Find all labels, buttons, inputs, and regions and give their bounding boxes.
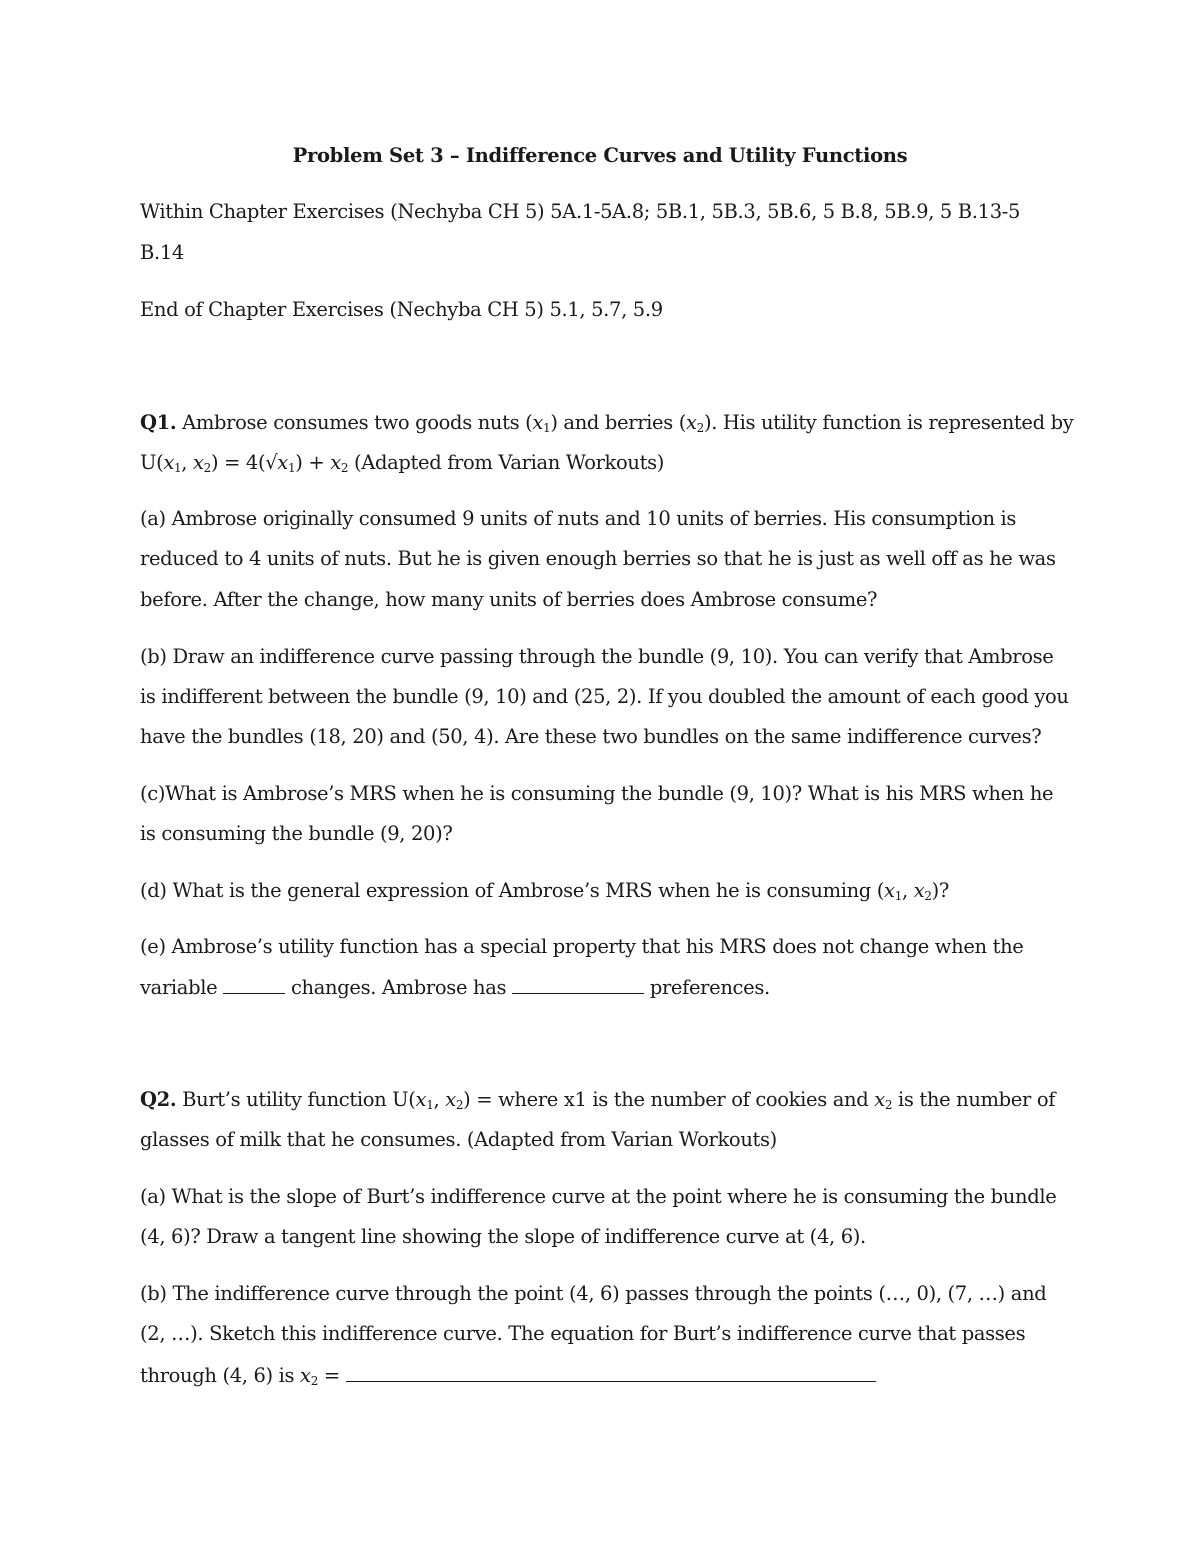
q1-utility-function: $U(x_1$, $x_2) = 4(√x_1) + x_2$ (Adapted from Varian Workouts) bbox=[140, 451, 665, 475]
q1-c-line-1: (c)What is Ambrose’s MRS when he is consuming the bundle (9, 10)? What is his MRS when he bbox=[140, 782, 1054, 805]
q2-a-line-1: (a) What is the slope of Burt’s indifference curve at the point where he is consuming the bundle bbox=[140, 1185, 1057, 1208]
within-chapter-line-2: B.14 bbox=[140, 241, 184, 264]
q1-a-line-3: before. After the change, how many units of berries does Ambrose consume? bbox=[140, 588, 878, 611]
q1-b-line-1: (b) Draw an indifference curve passing through the bundle (9, 10). You can verify that Ambrose bbox=[140, 645, 1054, 668]
q2-a-line-2: (4, 6)? Draw a tangent line showing the slope of indifference curve at (4, 6). bbox=[140, 1225, 866, 1248]
fill-in-blank-preferences[interactable] bbox=[512, 975, 644, 994]
q1-b-line-3: have the bundles (18, 20) and (50, 4). Are these two bundles on the same indifference curves? bbox=[140, 725, 1042, 748]
q1-a-line-1: (a) Ambrose originally consumed 9 units of nuts and 10 units of berries. His consumption is bbox=[140, 507, 1017, 530]
q2-intro-line-2: glasses of milk that he consumes. (Adapted from Varian Workouts) bbox=[140, 1128, 777, 1151]
q2-b-line-1: (b) The indifference curve through the point (4, 6) passes through the points (…, 0), (7, …) and bbox=[140, 1282, 1047, 1305]
q1-intro: Q1. Ambrose consumes two goods nuts $(x_1)$ and berries $(x_2)$. His utility function is represented by bbox=[140, 411, 1074, 435]
q1-a-line-2: reduced to 4 units of nuts. But he is given enough berries so that he is just as well off as he was bbox=[140, 547, 1056, 570]
q1-b-line-2: is indifferent between the bundle (9, 10) and (25, 2). If you doubled the amount of each good you bbox=[140, 685, 1069, 708]
q1-c-line-2: is consuming the bundle (9, 20)? bbox=[140, 822, 453, 845]
q1-d-line: (d) What is the general expression of Ambrose’s MRS when he is consuming ($x_1$, $x_2$)? bbox=[140, 879, 950, 903]
q2-intro: Q2. Burt’s utility function $U(x_1$, $x_2$) = where x1 is the number of cookies and $x_2$ is the number of bbox=[140, 1088, 1056, 1112]
q2-label: Q2. bbox=[140, 1088, 177, 1111]
page-title: Problem Set 3 – Indifference Curves and Utility Functions bbox=[292, 144, 908, 167]
q1-label: Q1. bbox=[140, 411, 177, 434]
q1-e-line-2: variable changes. Ambrose has preferences. bbox=[140, 976, 770, 999]
q2-b-line-3: through (4, 6) is $x_2$ = bbox=[140, 1363, 876, 1388]
within-chapter-line-1: Within Chapter Exercises (Nechyba CH 5) 5A.1-5A.8; 5B.1, 5B.3, 5B.6, 5 B.8, 5B.9, 5 B.13-5 bbox=[140, 200, 1021, 223]
q2-b-line-2: (2, …). Sketch this indifference curve. The equation for Burt’s indifference curve that passes bbox=[140, 1322, 1026, 1345]
fill-in-blank-variable[interactable] bbox=[223, 975, 285, 994]
end-chapter-line: End of Chapter Exercises (Nechyba CH 5) 5.1, 5.7, 5.9 bbox=[140, 298, 663, 321]
fill-in-blank-equation[interactable] bbox=[346, 1363, 876, 1382]
q1-e-line-1: (e) Ambrose’s utility function has a special property that his MRS does not change when the bbox=[140, 935, 1024, 958]
